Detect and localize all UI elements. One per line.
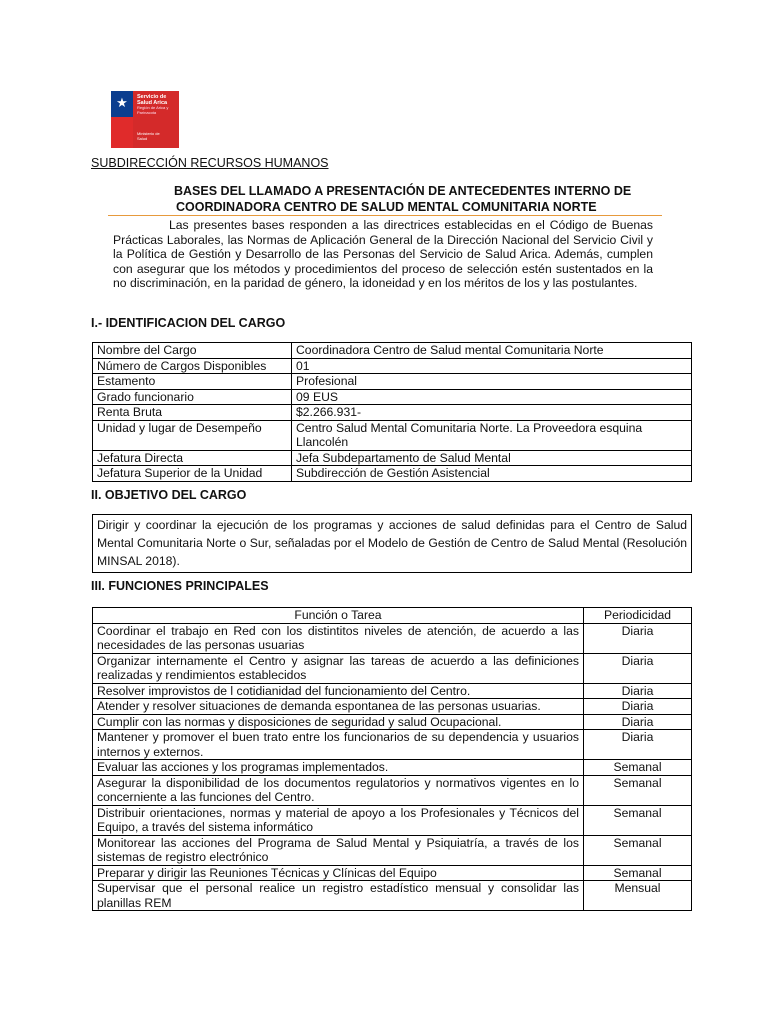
table-row bbox=[93, 835, 692, 865]
section-1-heading: I.- IDENTIFICACION DEL CARGO bbox=[91, 316, 286, 330]
table-row bbox=[93, 358, 692, 374]
task-cell: Atender y resolver situaciones de demanda espontanea de las personas usuarias. bbox=[93, 699, 584, 715]
title-divider bbox=[108, 215, 662, 216]
period-cell: Diaria bbox=[584, 623, 692, 653]
field-value: Jefa Subdepartamento de Salud Mental bbox=[292, 450, 692, 466]
table-row bbox=[93, 653, 692, 683]
period-cell: Mensual bbox=[584, 881, 692, 911]
field-label: Unidad y lugar de Desempeño bbox=[93, 420, 292, 450]
logo-flag bbox=[111, 91, 133, 148]
field-value: Coordinadora Centro de Salud mental Comunitaria Norte bbox=[292, 343, 692, 359]
title-line-2: COORDINADORA CENTRO DE SALUD MENTAL COMUNITARIA NORTE bbox=[176, 200, 597, 214]
table-row bbox=[93, 760, 692, 776]
period-cell: Diaria bbox=[584, 730, 692, 760]
task-cell: Coordinar el trabajo en Red con los distintitos niveles de atención, de acuerdo a las necesidades de las personas usuarias bbox=[93, 623, 584, 653]
table-row bbox=[93, 881, 692, 911]
table-row bbox=[93, 683, 692, 699]
field-label: Renta Bruta bbox=[93, 405, 292, 421]
star-icon: ★ bbox=[116, 95, 128, 110]
table-row bbox=[93, 450, 692, 466]
field-value: 01 bbox=[292, 358, 692, 374]
field-label: Jefatura Superior de la Unidad bbox=[93, 466, 292, 482]
field-label: Nombre del Cargo bbox=[93, 343, 292, 359]
period-cell: Semanal bbox=[584, 835, 692, 865]
period-cell: Diaria bbox=[584, 653, 692, 683]
task-cell: Resolver improvistos de l cotidianidad del funcionamiento del Centro. bbox=[93, 683, 584, 699]
logo-line-3: Ministerio de Salud bbox=[137, 131, 160, 141]
section-3-heading: III. FUNCIONES PRINCIPALES bbox=[91, 579, 269, 593]
table-row bbox=[93, 343, 692, 359]
field-label: Número de Cargos Disponibles bbox=[93, 358, 292, 374]
table-row bbox=[93, 623, 692, 653]
document-title bbox=[174, 183, 631, 215]
task-cell: Mantener y promover el buen trato entre los funcionarios de su dependencia y usuarios internos y externos. bbox=[93, 730, 584, 760]
col-period-header: Periodicidad bbox=[584, 608, 692, 624]
table-row bbox=[93, 466, 692, 482]
section-2-heading: II. OBJETIVO DEL CARGO bbox=[91, 488, 247, 502]
servicio-salud-arica-logo bbox=[111, 91, 179, 148]
period-cell: Semanal bbox=[584, 805, 692, 835]
title-line-1: BASES DEL LLAMADO A PRESENTACIÓN DE ANTECEDENTES INTERNO DE bbox=[174, 184, 632, 198]
col-task-header: Función o Tarea bbox=[93, 608, 584, 624]
logo-line-1: Servicio de Salud Arica bbox=[137, 94, 168, 106]
field-value: Profesional bbox=[292, 374, 692, 390]
field-value: Centro Salud Mental Comunitaria Norte. La Proveedora esquina Llancolén bbox=[292, 420, 692, 450]
task-cell: Monitorear las acciones del Programa de Salud Mental y Psiquiatría, a través de los sistemas de registro electrónico bbox=[93, 835, 584, 865]
table-row bbox=[93, 775, 692, 805]
logo-line-2: Región de Arica y Parinacota bbox=[137, 105, 169, 115]
task-cell: Asegurar la disponibilidad de los documentos regulatorios y normativos vigentes en lo concerniente a las funciones del Centro. bbox=[93, 775, 584, 805]
period-cell: Semanal bbox=[584, 865, 692, 881]
table-row bbox=[93, 405, 692, 421]
period-cell: Semanal bbox=[584, 775, 692, 805]
table-row bbox=[93, 865, 692, 881]
objective-box: Dirigir y coordinar la ejecución de los programas y acciones de salud definidas para el Centro de Salud Mental Comunitaria Norte o Sur, señaladas por el Modelo de Gestión de Centro de Salud Mental (Resolución MINSAL 2018). bbox=[92, 514, 692, 573]
field-value: $2.266.931- bbox=[292, 405, 692, 421]
task-cell: Preparar y dirigir las Reuniones Técnicas y Clínicas del Equipo bbox=[93, 865, 584, 881]
department-heading: SUBDIRECCIÓN RECURSOS HUMANOS bbox=[91, 156, 329, 170]
identification-table bbox=[92, 342, 692, 482]
field-label: Jefatura Directa bbox=[93, 450, 292, 466]
table-row bbox=[93, 714, 692, 730]
period-cell: Diaria bbox=[584, 714, 692, 730]
intro-paragraph: Las presentes bases responden a las directrices establecidas en el Código de Buenas Prácticas Laborales, las Normas de Aplicación General de la Dirección Nacional del Servicio Civil y la Política de Gestión y Desarrollo de las Personas del Servicio de Salud Arica. Además, cumplen con asegurar que los métodos y procedimientos del proceso de selección estén sustentados en la no discriminación, en la paridad de género, la idoneidad y en los méritos de los y las postulantes. bbox=[113, 218, 653, 291]
table-row bbox=[93, 374, 692, 390]
table-row bbox=[93, 805, 692, 835]
logo-text-panel bbox=[133, 91, 179, 148]
period-cell: Diaria bbox=[584, 699, 692, 715]
task-cell: Organizar internamente el Centro y asignar las tareas de acuerdo a las definiciones realizadas y rendimientos establecidos bbox=[93, 653, 584, 683]
field-label: Estamento bbox=[93, 374, 292, 390]
table-row bbox=[93, 699, 692, 715]
task-cell: Distribuir orientaciones, normas y material de apoyo a los Profesionales y Técnicos del Equipo, a través del sistema informático bbox=[93, 805, 584, 835]
period-cell: Semanal bbox=[584, 760, 692, 776]
functions-header-row bbox=[93, 608, 692, 624]
task-cell: Supervisar que el personal realice un registro estadístico mensual y consolidar las planillas REM bbox=[93, 881, 584, 911]
field-value: 09 EUS bbox=[292, 389, 692, 405]
field-label: Grado funcionario bbox=[93, 389, 292, 405]
table-row bbox=[93, 420, 692, 450]
table-row bbox=[93, 389, 692, 405]
task-cell: Cumplir con las normas y disposiciones de seguridad y salud Ocupacional. bbox=[93, 714, 584, 730]
table-row bbox=[93, 730, 692, 760]
functions-table bbox=[92, 607, 692, 911]
task-cell: Evaluar las acciones y los programas implementados. bbox=[93, 760, 584, 776]
field-value: Subdirección de Gestión Asistencial bbox=[292, 466, 692, 482]
period-cell: Diaria bbox=[584, 683, 692, 699]
